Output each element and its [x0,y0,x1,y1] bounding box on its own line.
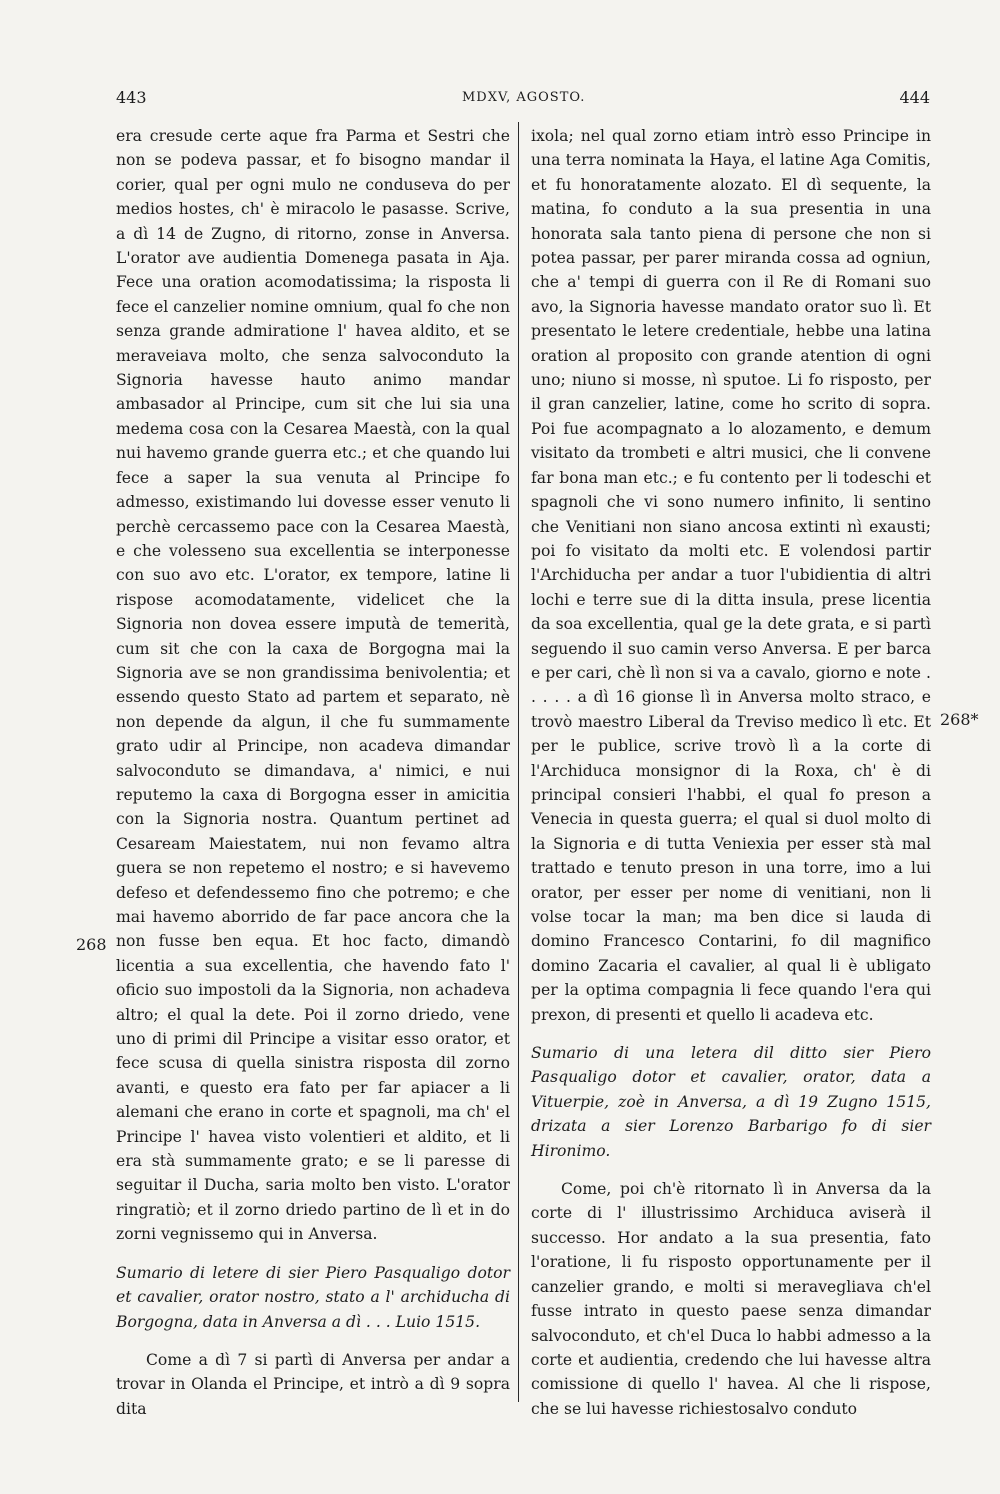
right-paragraph-2: Come, poi ch'è ritornato lì in Anversa da la corte di l' illustrissimo Archiduca aviserà il successo. Hor andato a la sua presentia, fato l'oratione, li fu risposto opportunamente per il canzelier grando, e molti si meravegliava ch'el fusse intrato in questo paese senza dimandar salvoconduto, et ch'el Duca lo habbi admesso a la corte et audientia, credendo che lui havesse altra comissione di quello l' havea. Al che li rispose, che se lui havesse richiestosalvo conduto [531,1180,931,1418]
left-margin-line-number: 268 [76,935,107,954]
right-text-column [531,124,931,1421]
right-paragraph-1: ixola; nel qual zorno etiam intrò esso Principe in una terra nominata la Haya, el latine Aga Comitis, et fu honoratamente alozato. El dì sequente, la matina, fo conduto a la sua presentia in una honorata sala tanto piena di persone che non si potea passar, per parer miranda cossa ad ogniun, che a' tempi di guerra con il Re di Romani suo avo, la Signoria havesse mandato orator suo lì. Et presentato le letere credentiale, hebbe una latina oration al proposito con grande atention di ogni uno; niuno si mosse, nì sputoe. Li fo risposto, per il gran canzelier, latine, come ho scrito di sopra. Poi fue acompagnato a lo alozamento, e demum visitato da trombeti e altri musici, che li convene far bona man etc.; e fu contento per li todeschi et spagnoli che vi sono numero infinito, li sentino che Venitiani non siano ancosa extinti nì exausti; poi fo visitato da molti etc. E volendosi partir l'Archiducha per andar a tuor l'ubidientia di altri lochi e terre sue di la ditta insula, prese licentia da soa excellentia, qual ge la dete grata, e si partì seguendo il suo camin verso Anversa. E per barca e per cari, chè lì non si va a cavalo, giorno e note . . . . . a dì 16 gionse lì in Anversa molto straco, e trovò maestro Liberal da Treviso medico lì etc. Et per le publice, scrive trovò lì a la corte di l'Archiduca monsignor di la Roxa, ch' è di principal consieri l'habbi, el qual fo preson a Venecia in questa guerra; el qual si duol molto di la Signoria e di tutta Veniexia per esser stà mal trattado e tenuto preson in una torre, imo a lui orator, per esser per nome di venitiani, non li volse tocar la man; ma ben dice si lauda di domino Francesco Contarini, fo dil magnifico domino Zacaria el cavalier, al qual li è ubligato per la optima compagnia li fece quando l'era qui prexon, di presenti et quello li acadeva etc. [531,127,931,1024]
left-paragraph-1: era cresude certe aque fra Parma et Sestri che non se podeva passar, et fo bisogno mandar il corier, qual per ogni mulo ne conduseva do per medios hostes, ch' è miracolo le pasasse. Scrive, a dì 14 de Zugno, di ritorno, zonse in Anversa. L'orator ave audientia Domenega pasata in Aja. Fece una oration acomodatissima; la risposta li fece el canzelier nomine omnium, qual fo che non senza grande admiratione l' havea aldito, et se meraveiava molto, che senza salvoconduto la Signoria havesse hauto animo mandar ambasador al Principe, cum sit che lui sia una medema cosa con la Cesarea Maestà, con la qual nui havemo grande guerra etc.; et che quando lui fece a saper la sua venuta al Principe fo admesso, existimando lui dovesse esser venuto li perchè cercassemo pace con la Cesarea Maestà, e che volesseno sua excellentia se interponesse con suo avo etc. L'orator, ex tempore, latine li rispose acomodatamente, videlicet che la Signoria non dovea essere imputà de temerità, cum sit che con la caxa de Borgogna mai la Signoria ave se non grandissima benivolentia; et essendo questo Stato ad partem et separato, nè non depende da algun, il che fu summamente grato udir al Principe, non acadeva dimandar salvoconduto se dimandava, a' nimici, e nui reputemo la caxa di Borgogna esser in amicitia con la Signoria nostra. Quantum pertinet ad Cesaream Maiestatem, nui non fevamo altra guera se non repetemo el nostro; e si havevemo defeso et defendessemo fino che potremo; e che mai havemo aborrido de far pace ancora che la non fusse ben equa. Et hoc facto, dimandò licentia a sua excellentia, che havendo fato l' oficio suo impostoli da la Signoria, non achadeva altro; el qual la dete. Poi il zorno driedo, vene uno di primi dil Principe a visitar esso orator, et fece scusa di quella sinistra risposta dil zorno avanti, e questo era fato per far apiacer a li alemani che erano in corte et spagnoli, ma ch' el Principe l' havea visto volentieri et aldito, et li era stà summamente grato; e se li paresse di seguitar il Ducha, saria molto ben visto. L'orator ringratiò; et il zorno driedo partino de lì et in do zorni vegnissemo qui in Anversa. [116,127,510,1244]
left-section-heading: Sumario di letere di sier Piero Pasqualigo dotor et cavalier, orator nostro, stato a l' archiducha di Borgogna, data in Anversa a dì . . . Luio 1515. [116,1263,510,1331]
page-header [112,88,930,112]
left-text-column [116,124,510,1421]
left-page-number: 443 [116,88,147,107]
right-section-heading: Sumario di una letera dil ditto sier Piero Pasqualigo dotor et cavalier, orator, data a Vituerpie, zoè in Anversa, a dì 19 Zugno 1515, drizata a sier Lorenzo Barbarigo fo di sier Hironimo. [531,1044,931,1160]
left-paragraph-2: Come a dì 7 si partì di Anversa per andar a trovar in Olanda el Principe, et intrò a dì 9 sopra dita [116,1350,510,1418]
right-margin-line-number: 268* [940,710,979,729]
column-divider [518,122,519,1402]
running-title: MDXV, AGOSTO. [462,90,586,105]
right-page-number: 444 [899,88,930,107]
